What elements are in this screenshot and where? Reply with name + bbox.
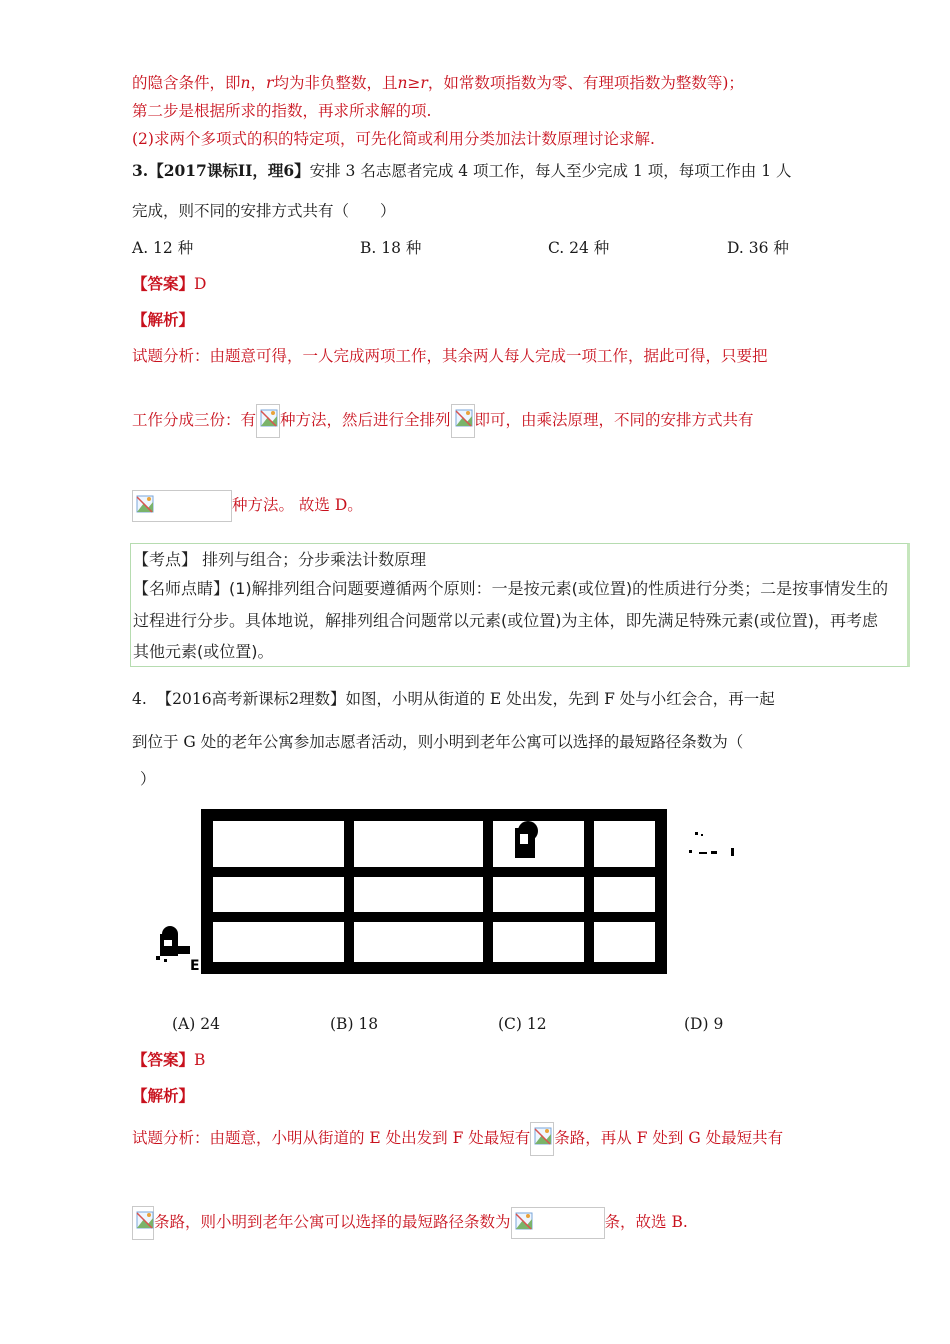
broken-image-icon xyxy=(256,404,280,438)
q3-analysis-label: 【解析】 xyxy=(132,310,195,329)
q4-analysis-label: 【解析】 xyxy=(132,1086,195,1105)
street-grid-diagram xyxy=(150,806,675,976)
q4-stem-line-2: 到位于 G 处的老年公寓参加志愿者活动，则小明到老年公寓可以选择的最短路径条数为（ xyxy=(132,733,744,751)
q4-option-c: (C) 12 xyxy=(498,1015,547,1033)
note-mingshi-2: 过程进行分步。具体地说，解排列组合问题常以元素(或位置)为主体，即先满足特殊元素(或位置)，再考虑 xyxy=(133,611,878,630)
scan-artifact xyxy=(685,830,745,870)
broken-image-icon xyxy=(451,404,475,438)
broken-image-icon xyxy=(132,490,232,522)
q4-option-a: (A) 24 xyxy=(172,1015,220,1033)
note-mingshi-1: 【名师点睛】(1)解排列组合问题要遵循两个原则：一是按元素(或位置)的性质进行分类；二是按事情发生的 xyxy=(133,579,889,598)
q3-analysis-line-2: 工作分成三份：有 种方法，然后进行全排列 即可，由乘法原理，不同的安排方式共有 xyxy=(132,404,754,438)
grid-street-v1 xyxy=(344,815,354,968)
teacher-note-box xyxy=(130,543,910,667)
q3-option-a: A. 12 种 xyxy=(132,239,194,257)
q3-source: 【2017课标II，理6】 xyxy=(148,161,310,180)
q3-stem-line-1: 3.【2017课标II，理6】安排 3 名志愿者完成 4 项工作，每人至少完成 1 项，每项工作由 1 人 xyxy=(132,161,792,180)
person-f-icon xyxy=(515,821,538,858)
q4-option-b: (B) 18 xyxy=(330,1015,379,1033)
note-kaodian: 【考点】 排列与组合；分步乘法计数原理 xyxy=(133,550,427,569)
q4-source: 【2016高考新课标2理数】 xyxy=(156,690,346,708)
broken-image-icon xyxy=(530,1122,554,1156)
intro-line-3: (2)求两个多项式的积的特定项，可先化简或利用分类加法计数原理讨论求解. xyxy=(132,130,655,148)
q4-analysis-line-2: 条路，则小明到老年公寓可以选择的最短路径条数为 条，故选 B. xyxy=(132,1206,688,1240)
q3-option-c: C. 24 种 xyxy=(548,239,610,257)
q3-option-b: B. 18 种 xyxy=(360,239,422,257)
q4-stem-line-3: ） xyxy=(140,770,156,788)
broken-image-icon xyxy=(511,1207,605,1239)
q3-analysis-line-1: 试题分析：由题意可得，一人完成两项工作，其余两人每人完成一项工作，据此可得，只要把 xyxy=(132,347,768,365)
q3-stem-line-2: 完成，则不同的安排方式共有（ ） xyxy=(132,202,396,220)
grid-street-v3 xyxy=(584,815,594,968)
note-mingshi-3: 其他元素(或位置)。 xyxy=(133,642,274,661)
intro-line-2: 第二步是根据所求的指数，再求所求解的项. xyxy=(132,102,432,120)
q4-analysis-line-1: 试题分析：由题意，小明从街道的 E 处出发到 F 处最短有 条路，再从 F 处到 G 处最短共有 xyxy=(132,1122,783,1156)
intro-line-1: 的隐含条件，即n，r均为非负整数，且n≥r，如常数项指数为零、有理项指数为整数等)； xyxy=(132,74,744,92)
person-e-icon xyxy=(156,926,190,962)
q4-answer: 【答案】B xyxy=(132,1050,206,1069)
q4-option-d: (D) 9 xyxy=(684,1015,724,1033)
q3-option-d: D. 36 种 xyxy=(727,239,789,257)
point-e-label: E xyxy=(190,958,200,974)
q3-analysis-line-3: 种方法。 故选 D。 xyxy=(132,490,363,522)
grid-street-v2 xyxy=(483,815,493,968)
q4-stem-line-1: 4. 【2016高考新课标2理数】如图，小明从街道的 E 处出发，先到 F 处与小红会合，再一起 xyxy=(132,690,775,708)
broken-image-icon xyxy=(132,1206,154,1240)
q3-answer: 【答案】D xyxy=(132,274,207,293)
